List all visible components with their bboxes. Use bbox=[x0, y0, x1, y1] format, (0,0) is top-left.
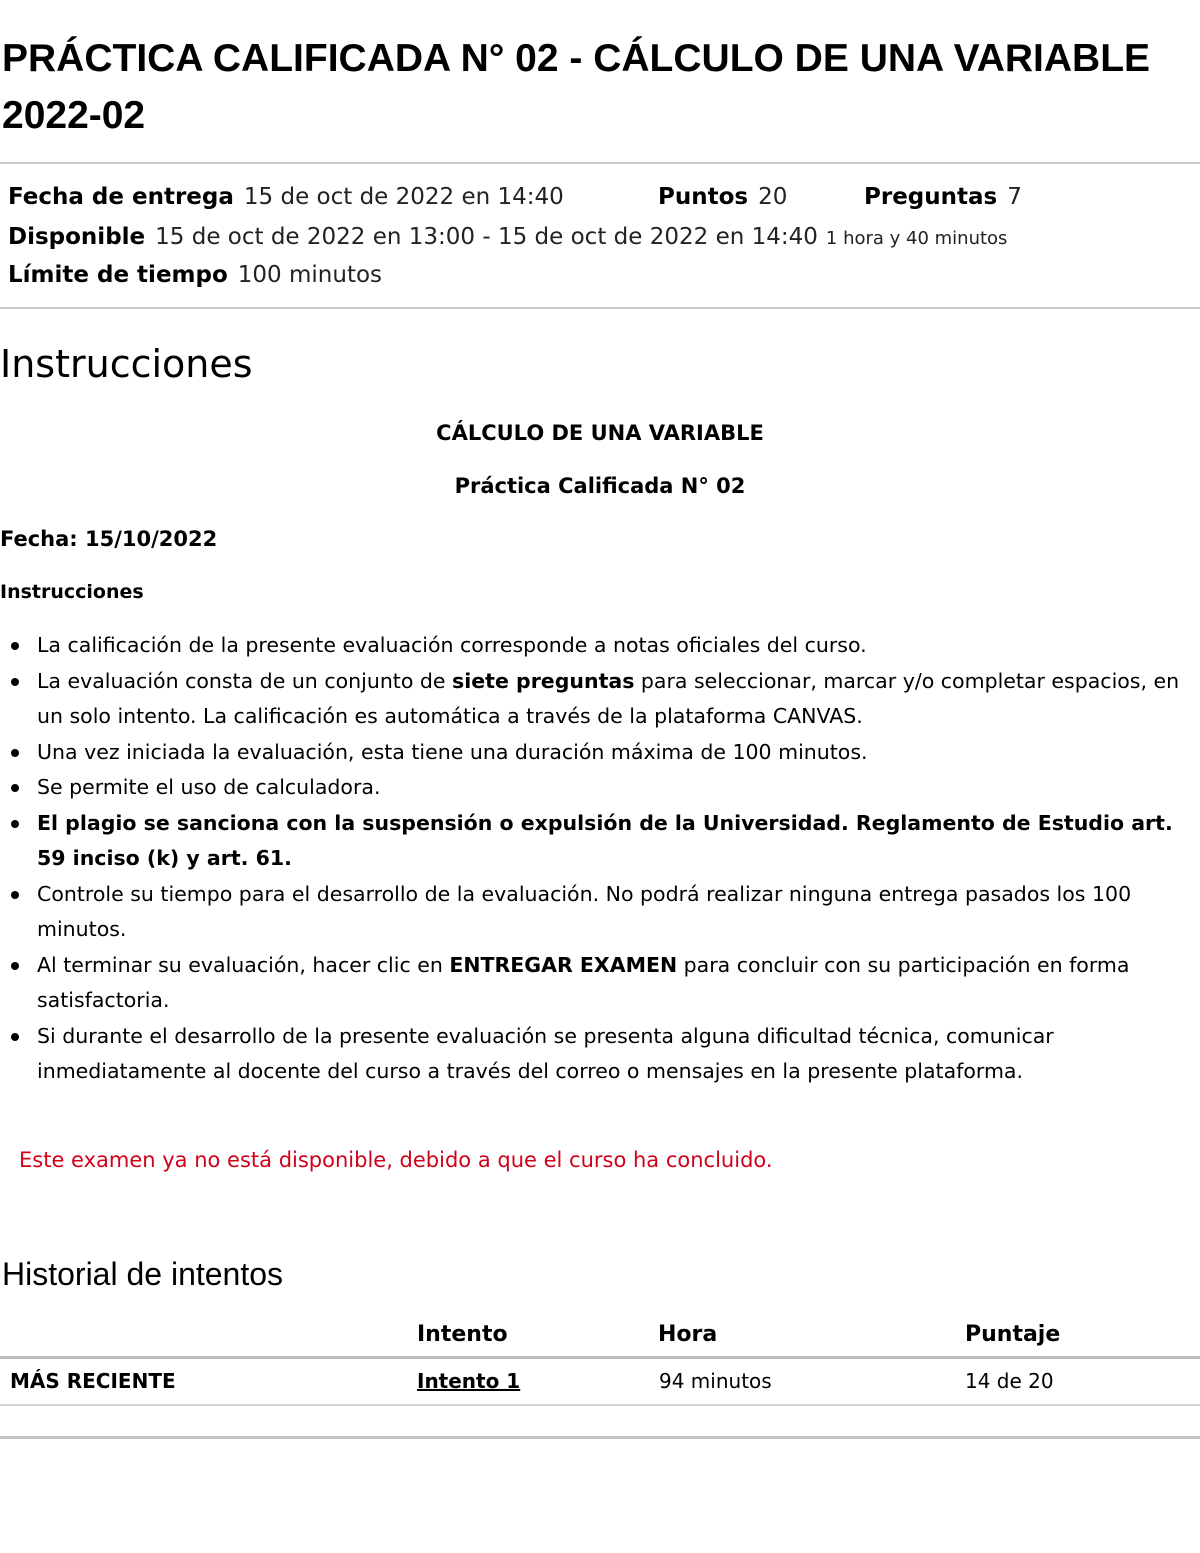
exam-title: Práctica Calificada N° 02 bbox=[454, 474, 746, 498]
time-limit-label: Límite de tiempo bbox=[8, 262, 228, 288]
list-item: Controle su tiempo para el desarrollo de la evaluación. No podrá realizar ninguna entrega pasados los 100 minutos. bbox=[37, 877, 1195, 948]
list-item: La calificación de la presente evaluación corresponde a notas oficiales del curso. bbox=[37, 628, 1195, 664]
table-header-divider bbox=[0, 1356, 1200, 1359]
available-value: 15 de oct de 2022 en 13:00 - 15 de oct de 2022 en 14:40 bbox=[155, 224, 818, 250]
exam-date: Fecha: 15/10/2022 bbox=[0, 527, 218, 551]
instructions-heading: Instrucciones bbox=[0, 342, 253, 386]
meta-row-2 bbox=[8, 222, 1007, 254]
due-date-label: Fecha de entrega bbox=[8, 184, 234, 210]
column-header-score: Puntaje bbox=[965, 1322, 1061, 1347]
meta-divider bbox=[0, 307, 1200, 309]
table-row-divider bbox=[0, 1404, 1200, 1406]
column-header-time: Hora bbox=[658, 1322, 718, 1347]
list-item: El plagio se sanciona con la suspensión o expulsión de la Universidad. Reglamento de Estudio art. 59 inciso (k) y art. 61. bbox=[37, 806, 1195, 877]
instructions-subheading: Instrucciones bbox=[0, 581, 144, 603]
most-recent-label: MÁS RECIENTE bbox=[10, 1369, 176, 1393]
meta-row-3 bbox=[8, 260, 382, 290]
points-label: Puntos bbox=[658, 184, 749, 210]
questions-value: 7 bbox=[1007, 184, 1022, 210]
points bbox=[658, 182, 787, 212]
instructions-list bbox=[0, 628, 1195, 1090]
history-heading: Historial de intentos bbox=[2, 1256, 284, 1292]
list-item: Al terminar su evaluación, hacer clic en ENTREGAR EXAMEN para concluir con su participación en forma satisfactoria. bbox=[37, 948, 1195, 1019]
course-title: CÁLCULO DE UNA VARIABLE bbox=[436, 421, 764, 445]
list-item: Si durante el desarrollo de la presente evaluación se presenta alguna dificultad técnica, comunicar inmediatamente al docente del curso a través del correo o mensajes en la presente plataforma. bbox=[37, 1019, 1195, 1090]
list-item: Una vez iniciada la evaluación, esta tiene una duración máxima de 100 minutos. bbox=[37, 735, 1195, 771]
attempt-1-link[interactable]: Intento 1 bbox=[417, 1369, 521, 1393]
points-value: 20 bbox=[758, 184, 788, 210]
footer-divider bbox=[0, 1436, 1200, 1439]
attempt-time: 94 minutos bbox=[659, 1369, 772, 1393]
list-item: La evaluación consta de un conjunto de siete preguntas para seleccionar, marcar y/o completar espacios, en un solo intento. La calificación es automática a través de la plataforma CANVAS. bbox=[37, 664, 1195, 735]
column-header-attempt: Intento bbox=[417, 1322, 508, 1347]
available-label: Disponible bbox=[8, 224, 146, 250]
due-date-value: 15 de oct de 2022 en 14:40 bbox=[243, 184, 564, 210]
due-date bbox=[8, 182, 564, 212]
questions bbox=[864, 182, 1022, 212]
list-item: Se permite el uso de calculadora. bbox=[37, 770, 1195, 806]
page-title: PRÁCTICA CALIFICADA N° 02 - CÁLCULO DE UNA VARIABLE 2022-02 bbox=[2, 37, 1151, 137]
time-limit-value: 100 minutos bbox=[237, 262, 383, 288]
title-divider bbox=[0, 162, 1200, 164]
questions-label: Preguntas bbox=[864, 184, 998, 210]
available-duration: 1 hora y 40 minutos bbox=[825, 228, 1008, 249]
attempt-score: 14 de 20 bbox=[965, 1369, 1054, 1393]
unavailable-notice: Este examen ya no está disponible, debido a que el curso ha concluido. bbox=[19, 1148, 773, 1172]
